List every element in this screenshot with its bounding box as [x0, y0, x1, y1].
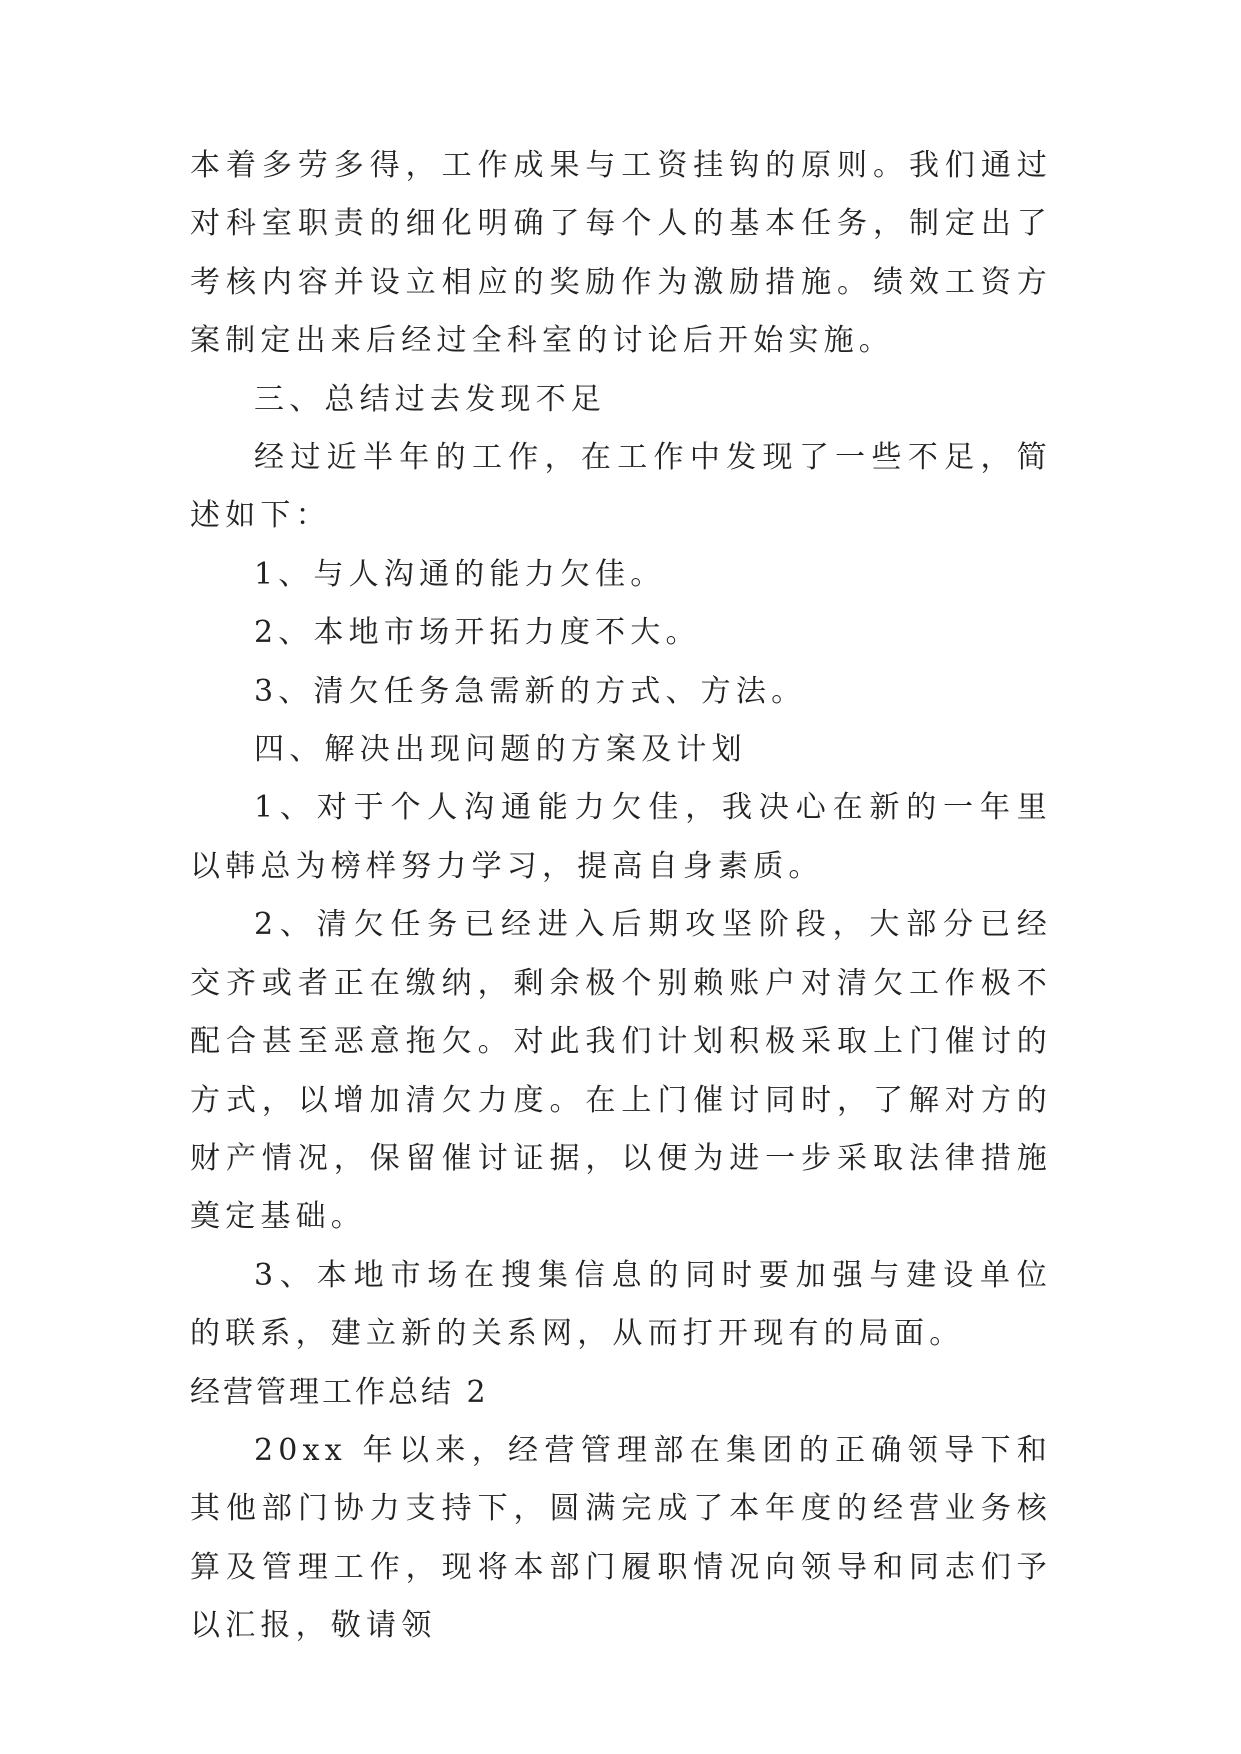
heading-section-three: 三、总结过去发现不足 — [254, 381, 606, 417]
document-body — [190, 137, 1052, 1656]
heading-section-four: 四、解决出现问题的方案及计划 — [254, 732, 747, 768]
list-item-plan-3: 3、本地市场在搜集信息的同时要加强与建设单位的联系，建立新的关系网，从而打开现有的局面。 — [190, 1257, 1052, 1352]
document-title-summary-2: 经营管理工作总结 2 — [190, 1374, 489, 1410]
paragraph-performance-pay: 本着多劳多得，工作成果与工资挂钩的原则。我们通过对科室职责的细化明确了每个人的基本任务，制定出了考核内容并设立相应的奖励作为激励措施。绩效工资方案制定出来后经过全科室的讨论后开始实施。 — [190, 148, 1052, 359]
list-item-shortcoming-1: 1、与人沟通的能力欠佳。 — [254, 556, 666, 592]
list-item-shortcoming-2: 2、本地市场开拓力度不大。 — [254, 615, 701, 651]
paragraph-summary-2-intro: 20xx 年以来，经营管理部在集团的正确领导下和其他部门协力支持下，圆满完成了本年度的经营业务核算及管理工作，现将本部门履职情况向领导和同志们予以汇报，敬请领 — [190, 1432, 1052, 1644]
list-item-shortcoming-3: 3、清欠任务急需新的方式、方法。 — [254, 673, 807, 709]
list-item-plan-2: 2、清欠任务已经进入后期攻坚阶段，大部分已经交齐或者正在缴纳，剩余极个别赖账户对清欠工作极不配合甚至恶意拖欠。对此我们计划积极采取上门催讨的方式，以增加清欠力度。在上门催讨同时，了解对方的财产情况，保留催讨证据，以便为进一步采取法律措施奠定基础。 — [190, 907, 1052, 1235]
paragraph-shortcomings-intro: 经过近半年的工作，在工作中发现了一些不足，简述如下： — [190, 440, 1052, 534]
list-item-plan-1: 1、对于个人沟通能力欠佳，我决心在新的一年里以韩总为榜样努力学习，提高自身素质。 — [190, 790, 1052, 884]
